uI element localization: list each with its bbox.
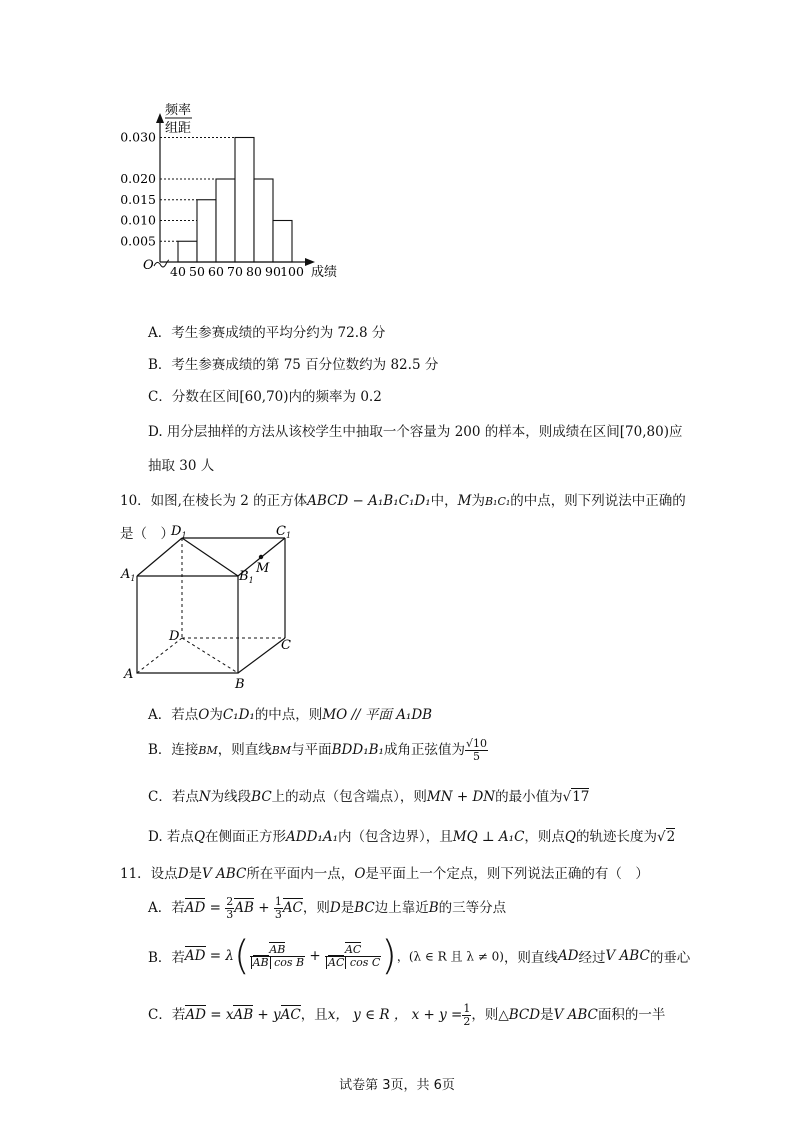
y-tick-0.030: 0.030	[120, 129, 156, 145]
label-c1: $C_1$	[276, 524, 292, 540]
q11a-pre: A．若	[148, 900, 185, 916]
q11b-frac2-abs	[326, 957, 346, 969]
q9-option-c-pre: C．分数在区间	[148, 389, 240, 405]
y-axis-arrow	[156, 113, 164, 123]
q11a-post: 的三等分点	[438, 900, 507, 916]
q11c-y: y	[273, 1007, 281, 1023]
q11a-vec-ad: AD	[184, 900, 206, 916]
q9-option-d-post: 应	[668, 424, 683, 440]
q10b-mid2: 与平面	[291, 742, 332, 758]
x-tick-labels	[170, 264, 304, 279]
histogram-bar-90-100	[273, 221, 292, 263]
q10b-fraction	[465, 738, 488, 763]
q11-stem	[120, 862, 649, 882]
q11-option-a	[148, 896, 506, 921]
q10-segment: B₁C₁	[484, 495, 511, 508]
q11a-frac1	[225, 896, 234, 921]
q11c-half	[462, 1003, 471, 1028]
page-number: 试卷第 3页，共 6页	[339, 1078, 455, 1093]
y-tick-labels	[120, 130, 156, 249]
q10a-o: O	[198, 707, 210, 723]
q9-option-b-text: B．考生参赛成绩的第 75 百分位数约为 82.5 分	[148, 357, 439, 373]
label-b: B	[235, 677, 245, 690]
x-tick-50: 50	[189, 264, 205, 279]
x-axis-label: 成绩	[311, 265, 338, 280]
q10c-n: N	[198, 789, 211, 805]
label-d1: $D_1$	[171, 524, 187, 540]
q11a-frac2	[274, 896, 283, 921]
q10b-bm2: BM	[271, 744, 292, 757]
q9-option-c-interval: [60,70)	[239, 389, 289, 405]
q11c-plus: +	[253, 1007, 274, 1023]
x-tick-70: 70	[227, 264, 243, 279]
label-a: A	[124, 667, 134, 682]
y-tick-0.010: 0.010	[120, 212, 156, 228]
q11b-frac1-vec-ab: AB	[269, 942, 286, 956]
q11a-frac1-den: 3	[226, 908, 234, 921]
y-tick-0.005: 0.005	[120, 233, 156, 249]
label-c: C	[281, 638, 291, 653]
q11c-pre: C．若	[148, 1007, 186, 1023]
q11b-cond: ，(λ ∈ R 且 λ ≠ 0)	[396, 949, 504, 964]
q10-stem-line1	[120, 489, 686, 509]
q10d-rel: MQ ⊥ A₁C	[452, 829, 525, 845]
q11a-frac1-num: 2	[226, 895, 234, 908]
q10b-den: 5	[472, 750, 480, 763]
q10b-plane: BDD₁B₁	[331, 742, 384, 758]
q10d-mid3: ，则点	[524, 829, 565, 845]
y-tick-0.015: 0.015	[120, 191, 156, 207]
q11c-half-den: 2	[463, 1015, 471, 1028]
q11c-vec-ab: AB	[233, 1007, 254, 1023]
q11b-mid: ，则直线	[503, 950, 558, 966]
q9-option-a	[148, 321, 385, 341]
page-footer	[0, 1074, 794, 1093]
q11a-vec-ab: AB	[234, 900, 254, 916]
q11a-frac2-den: 3	[274, 908, 282, 921]
q10a-mid: 为	[209, 707, 223, 723]
q9-option-a-text: A．考生参赛成绩的平均分约为 72.8 分	[148, 325, 386, 341]
q11c-mid: ，且	[300, 1007, 328, 1023]
q10c-post: 的最小值为	[495, 789, 563, 805]
q11b-frac1-den	[250, 957, 306, 969]
q10-option-d	[148, 825, 675, 845]
q9-option-d-interval: [70,80)	[619, 424, 669, 440]
q11a-eq: =	[205, 900, 226, 916]
q11b-pre: B．若	[148, 950, 185, 966]
q11b-lparen: (	[233, 933, 250, 979]
frequency-histogram	[110, 95, 350, 285]
y-tick-0.020: 0.020	[120, 171, 156, 186]
cube-figure	[115, 520, 305, 690]
q10-cube-name: ABCD	[307, 493, 349, 509]
q10d-sqrt-sign: √	[657, 829, 666, 845]
q11b-tri: V ABC	[605, 948, 650, 964]
q11a-vec-ac: AC	[282, 900, 303, 916]
q10a-plane: A₁DB	[396, 707, 433, 723]
q10d-q2: Q	[564, 829, 576, 845]
q11c-post: 面积的一半	[597, 1007, 666, 1023]
q10-stem-mid2: 为	[471, 493, 485, 509]
q11b-mid2: 经过	[578, 950, 606, 966]
q10c-val: 17	[572, 789, 590, 805]
q11c-x: x	[225, 1007, 234, 1023]
q10-stem-line2-text: 是（ ）	[120, 526, 174, 542]
q11b-eq: =	[205, 948, 226, 964]
q10-minus: −	[348, 493, 369, 509]
q11b-rparen: )	[381, 933, 397, 979]
x-tick-40: 40	[170, 264, 186, 279]
histogram-bar-70-80	[235, 138, 254, 263]
q10-option-a	[148, 703, 432, 723]
q11b-frac2-den	[325, 957, 381, 969]
q11-pre: 11．设点	[120, 866, 178, 882]
q9-option-d-line2-text: 抽取 30 人	[148, 458, 215, 474]
q10d-mid: 在侧面正方形	[205, 829, 287, 845]
q10d-face: ADD₁A₁	[286, 829, 338, 845]
q11-tri: V ABC	[202, 866, 247, 882]
q11a-d: D	[329, 900, 341, 916]
histogram-bars	[178, 138, 292, 263]
q9-option-d-pre: D. 用分层抽样的方法从该校学生中抽取一个容量为 200 的样本，则成绩在区间	[148, 424, 620, 440]
q11-d: D	[177, 866, 189, 882]
q11b-frac2-vec-ac: AC	[344, 942, 362, 956]
q11-mid1: 是	[188, 866, 203, 882]
q10-stem-mid: 中，	[430, 493, 458, 509]
q11b-post: 的垂心	[649, 950, 691, 966]
q10c-bc: BC	[251, 789, 272, 805]
q9-option-d-line2	[148, 454, 214, 474]
histogram-bar-50-60	[197, 200, 216, 262]
histogram-bar-60-70	[216, 179, 235, 262]
q11c-eq: =	[205, 1007, 226, 1023]
q11a-bc: BC	[354, 900, 375, 916]
q10b-mid3: 成角正弦值为	[383, 742, 465, 758]
q11a-frac2-num: 1	[274, 895, 282, 908]
q11c-tri2: V ABC	[553, 1007, 598, 1023]
y-label-top: 频率	[165, 103, 192, 118]
q10a-pre: A．若点	[148, 707, 199, 723]
q10c-pre: C．若点	[148, 789, 199, 805]
q11a-mid3: 边上靠近	[374, 900, 429, 916]
q11-option-b	[148, 933, 691, 979]
point-m-dot	[259, 555, 263, 559]
label-b1: $B_1$	[239, 569, 254, 585]
q10-point-m: M	[457, 493, 472, 509]
q11b-cosc: cos C	[349, 955, 381, 969]
q9-option-b	[148, 353, 438, 373]
q10c-expr: MN + DN	[426, 789, 496, 805]
q10-option-c	[148, 785, 589, 805]
q11b-frac1-abs-vec-ab: AB	[252, 955, 269, 969]
q11a-mid: ，则	[302, 900, 330, 916]
q10a-seg: C₁D₁	[222, 707, 255, 723]
q10c-mid: 为线段	[210, 789, 252, 805]
x-tick-90: 90	[265, 264, 281, 279]
q10-cube-top: A₁B₁C₁D₁	[368, 493, 431, 509]
q11c-mid2: ，则	[471, 1007, 499, 1023]
q11-mid2: 所在平面内一点，	[246, 866, 355, 882]
q11b-frac2	[325, 944, 381, 969]
q11c-mid3: 是	[540, 1007, 554, 1023]
q11b-frac1	[250, 944, 306, 969]
q9-option-d	[148, 420, 682, 440]
q10-option-b	[148, 738, 488, 763]
q11c-tri: △BCD	[498, 1007, 541, 1023]
q11c-vars: x， y ∈ R ， x + y =	[327, 1007, 463, 1023]
x-tick-100: 100	[280, 264, 304, 279]
y-label-bottom: 组距	[165, 121, 192, 136]
q11c-vec-ad: AD	[185, 1007, 206, 1023]
q11-option-c	[148, 1003, 665, 1028]
q9-option-c	[148, 385, 382, 405]
q10c-sqrt-sign: √	[562, 789, 572, 805]
label-a1: $A_1$	[121, 567, 136, 583]
q11b-frac1-abs	[251, 957, 271, 969]
q10d-mid2: 内（包含边界），且	[338, 829, 453, 845]
q11b-plus: +	[305, 948, 326, 964]
q11a-b: B	[428, 900, 439, 916]
q10b-mid: ，则直线	[217, 742, 272, 758]
q11b-vec-ad: AD	[184, 948, 206, 964]
q10a-mid2: 的中点，则	[254, 707, 323, 723]
q11b-cosb: cos B	[274, 955, 305, 969]
axis-break-mark	[154, 260, 169, 267]
histogram-bar-40-50	[178, 241, 197, 262]
q10d-post: 的轨迹长度为	[576, 829, 657, 845]
x-tick-60: 60	[208, 264, 224, 279]
q10-stem-post: 的中点，则下列说法中正确的	[510, 493, 686, 509]
q10b-pre: B．连接	[148, 742, 199, 758]
q11b-frac2-abs-vec-ac: AC	[328, 955, 345, 969]
x-tick-80: 80	[246, 264, 262, 279]
q11-post: 是平面上一个定点，则下列说法正确的有（ ）	[365, 866, 649, 882]
q10d-pre: D. 若点	[148, 829, 194, 845]
label-d: D	[169, 629, 180, 644]
q10a-rel: MO // 平面	[322, 707, 392, 723]
q10-stem-pre: 10．如图,在棱长为 2 的正方体	[120, 493, 308, 509]
q10c-mid2: 上的动点（包含端点），则	[271, 789, 427, 805]
q10d-q: Q	[193, 829, 206, 845]
q10b-num: √10	[465, 737, 487, 750]
q9-option-c-post: 内的频率为 0.2	[288, 389, 382, 405]
q11b-ad: AD	[557, 948, 579, 964]
q10b-bm: BM	[198, 744, 218, 757]
label-m: M	[256, 561, 270, 576]
q11c-vec-ac: AC	[280, 1007, 301, 1023]
origin-label: O	[143, 258, 154, 273]
histogram-bar-80-90	[254, 179, 273, 262]
q11b-lambda: λ	[225, 948, 234, 964]
q11c-half-num: 1	[463, 1002, 471, 1015]
q10d-val: 2	[666, 829, 676, 845]
q11-o: O	[354, 866, 366, 882]
q11a-mid2: 是	[340, 900, 355, 916]
q11a-plus: +	[253, 900, 274, 916]
